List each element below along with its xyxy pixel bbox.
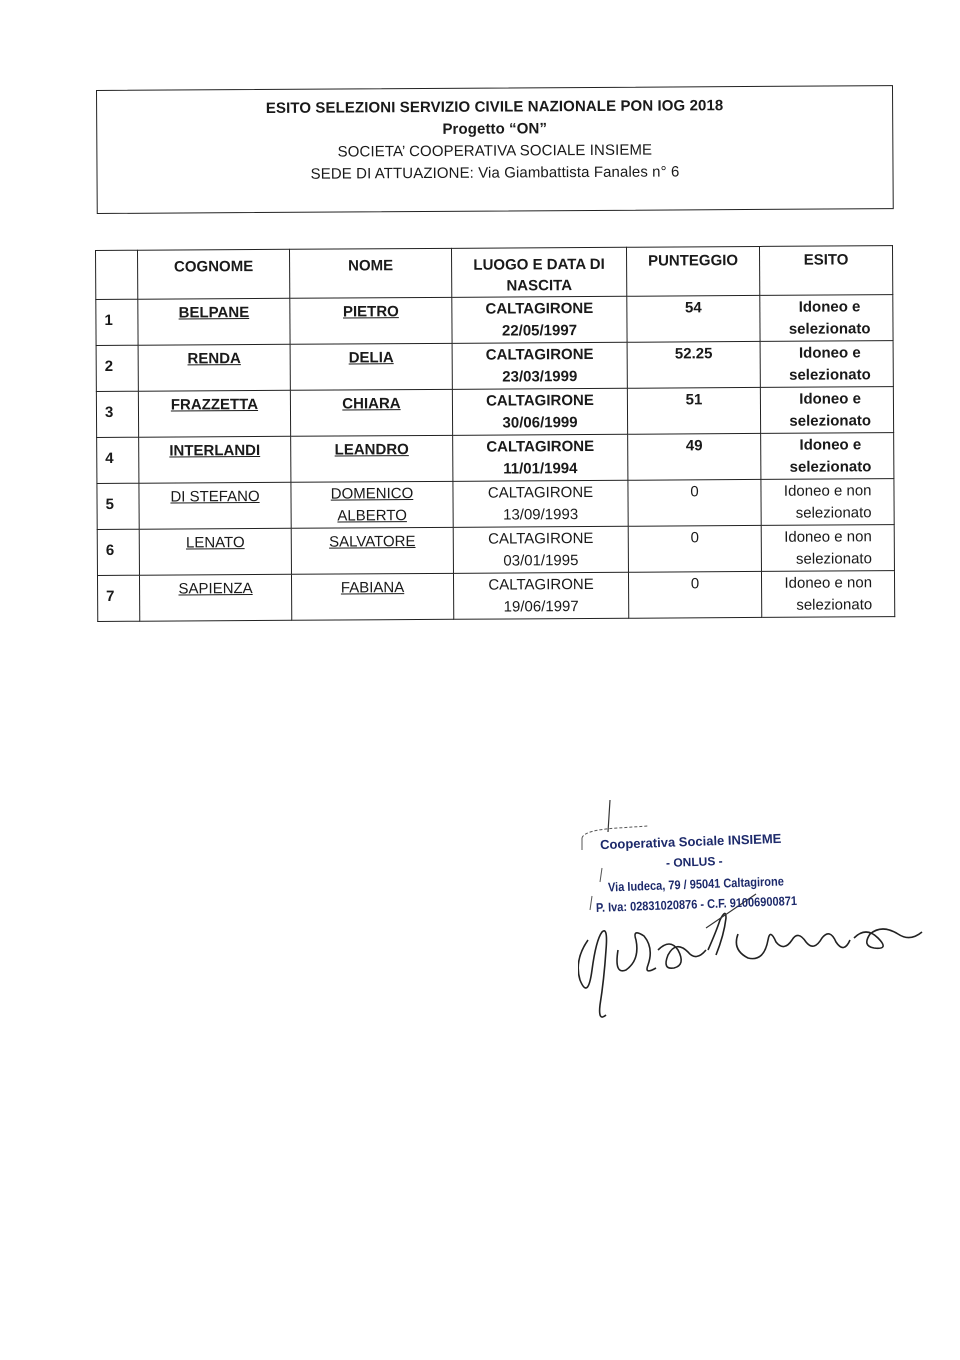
row-number: 6 <box>97 529 139 575</box>
table-row <box>97 479 894 530</box>
result-line-2: selezionato <box>796 596 873 614</box>
name-text: FABIANA <box>340 579 405 597</box>
row-number: 7 <box>97 575 139 621</box>
table-header-row <box>96 246 893 300</box>
result-cell <box>760 341 893 388</box>
result-line-1: Idoneo e <box>799 390 861 408</box>
table-row <box>97 433 894 484</box>
name-text-2: ALBERTO <box>337 507 407 525</box>
birth-date: 19/06/1997 <box>503 598 579 616</box>
row-number: 5 <box>97 483 139 529</box>
birth-cell <box>453 526 628 573</box>
result-line-1: Idoneo e <box>799 436 862 454</box>
stamp-organization: Cooperativa Sociale INSIEME <box>599 830 782 853</box>
result-cell <box>761 571 894 618</box>
stamp-onlus: - ONLUS - <box>665 854 723 870</box>
birth-place: CALTAGIRONE <box>485 299 594 318</box>
table-row <box>96 295 893 346</box>
result-line-2: selezionato <box>795 550 872 568</box>
score-cell: 49 <box>628 433 761 480</box>
surname-text: FRAZZETTA <box>170 396 259 414</box>
surname-cell <box>139 528 291 575</box>
header-project: Progetto “ON” <box>442 120 548 138</box>
name-text: SALVATORE <box>329 533 416 551</box>
birth-date: 13/09/1993 <box>503 506 579 524</box>
surname-text: BELPANE <box>178 304 250 322</box>
name-cell <box>291 527 453 574</box>
result-cell <box>761 525 894 572</box>
birth-place: CALTAGIRONE <box>486 437 595 456</box>
surname-text: INTERLANDI <box>169 441 261 460</box>
birth-place: CALTAGIRONE <box>485 345 594 364</box>
birth-date: 22/05/1997 <box>501 322 578 340</box>
header-title: ESITO SELEZIONI SERVIZIO CIVILE NAZIONALE PON IOG 2018 <box>265 97 724 117</box>
name-text: LEANDRO <box>334 441 409 459</box>
organization-stamp <box>578 800 938 1030</box>
birth-cell <box>453 434 628 481</box>
name-cell <box>291 481 453 528</box>
result-line-1: Idoneo e non <box>784 528 872 546</box>
col-header-result: ESITO <box>759 246 892 296</box>
result-line-2: selezionato <box>789 366 871 384</box>
score-cell: 0 <box>628 525 761 572</box>
result-cell <box>760 295 893 342</box>
col-header-name: NOME <box>289 248 451 298</box>
birth-place: CALTAGIRONE <box>485 391 594 410</box>
header-location: SEDE DI ATTUAZIONE: Via Giambattista Fanales n° 6 <box>310 163 680 183</box>
score-cell: 54 <box>627 295 760 342</box>
score-cell: 51 <box>627 387 760 434</box>
surname-text: RENDA <box>187 350 241 368</box>
stamp-tax-info: P. Iva: 02831020876 - C.F. 91006900871 <box>595 894 798 916</box>
table-row <box>96 341 893 392</box>
row-number: 4 <box>97 437 139 483</box>
name-text: CHIARA <box>342 395 401 413</box>
name-cell <box>290 297 452 344</box>
birth-cell <box>452 342 627 389</box>
birth-cell <box>452 388 627 435</box>
birth-place: CALTAGIRONE <box>488 575 594 594</box>
result-line-2: selezionato <box>789 412 872 430</box>
score-cell: 0 <box>628 571 761 618</box>
row-number: 2 <box>96 345 138 391</box>
birth-cell <box>453 572 628 619</box>
name-text: PIETRO <box>342 303 399 321</box>
table-row <box>97 571 894 622</box>
result-line-1: Idoneo e <box>798 344 861 362</box>
stamp-address: Via Iudeca, 79 / 95041 Caltagirone <box>607 875 785 895</box>
birth-cell <box>452 296 627 343</box>
birth-date: 30/06/1999 <box>502 414 578 432</box>
score-cell: 52.25 <box>627 341 760 388</box>
birth-place: CALTAGIRONE <box>488 529 594 548</box>
result-line-1: Idoneo e <box>798 298 861 316</box>
name-text: DELIA <box>348 349 394 367</box>
header-box <box>96 85 894 214</box>
name-text: DOMENICO <box>330 485 414 503</box>
surname-text: SAPIENZA <box>178 580 253 598</box>
birth-date: 23/03/1999 <box>502 368 578 386</box>
col-header-surname: COGNOME <box>138 249 290 299</box>
surname-cell <box>138 390 290 437</box>
col-header-birth: LUOGO E DATA DI NASCITA <box>451 247 626 297</box>
result-cell <box>761 433 894 480</box>
row-number: 3 <box>96 391 138 437</box>
result-line-2: selezionato <box>789 458 872 476</box>
surname-text: DI STEFANO <box>170 487 260 506</box>
surname-text: LENATO <box>185 534 245 552</box>
surname-cell <box>138 298 290 345</box>
score-cell: 0 <box>628 479 761 526</box>
name-cell <box>291 573 453 620</box>
result-line-1: Idoneo e non <box>784 574 873 592</box>
row-number: 1 <box>96 299 138 345</box>
surname-cell <box>138 344 290 391</box>
table-row <box>97 525 894 576</box>
col-header-score: PUNTEGGIO <box>626 246 759 296</box>
header-organization: SOCIETA’ COOPERATIVA SOCIALE INSIEME <box>337 141 653 161</box>
birth-date: 11/01/1994 <box>503 460 578 478</box>
birth-date: 03/01/1995 <box>503 552 579 570</box>
results-table <box>95 245 895 622</box>
result-cell <box>761 479 894 526</box>
result-line-2: selezionato <box>788 320 871 338</box>
name-cell <box>290 343 452 390</box>
result-line-2: selezionato <box>795 504 872 522</box>
birth-place: CALTAGIRONE <box>487 483 594 502</box>
name-cell <box>291 435 453 482</box>
surname-cell <box>139 436 291 483</box>
table-row <box>96 387 893 438</box>
surname-cell <box>139 574 291 621</box>
result-cell <box>760 387 893 434</box>
name-cell <box>290 389 452 436</box>
col-header-num <box>96 250 138 299</box>
birth-cell <box>453 480 628 527</box>
result-line-1: Idoneo e non <box>783 482 872 500</box>
surname-cell <box>139 482 291 529</box>
